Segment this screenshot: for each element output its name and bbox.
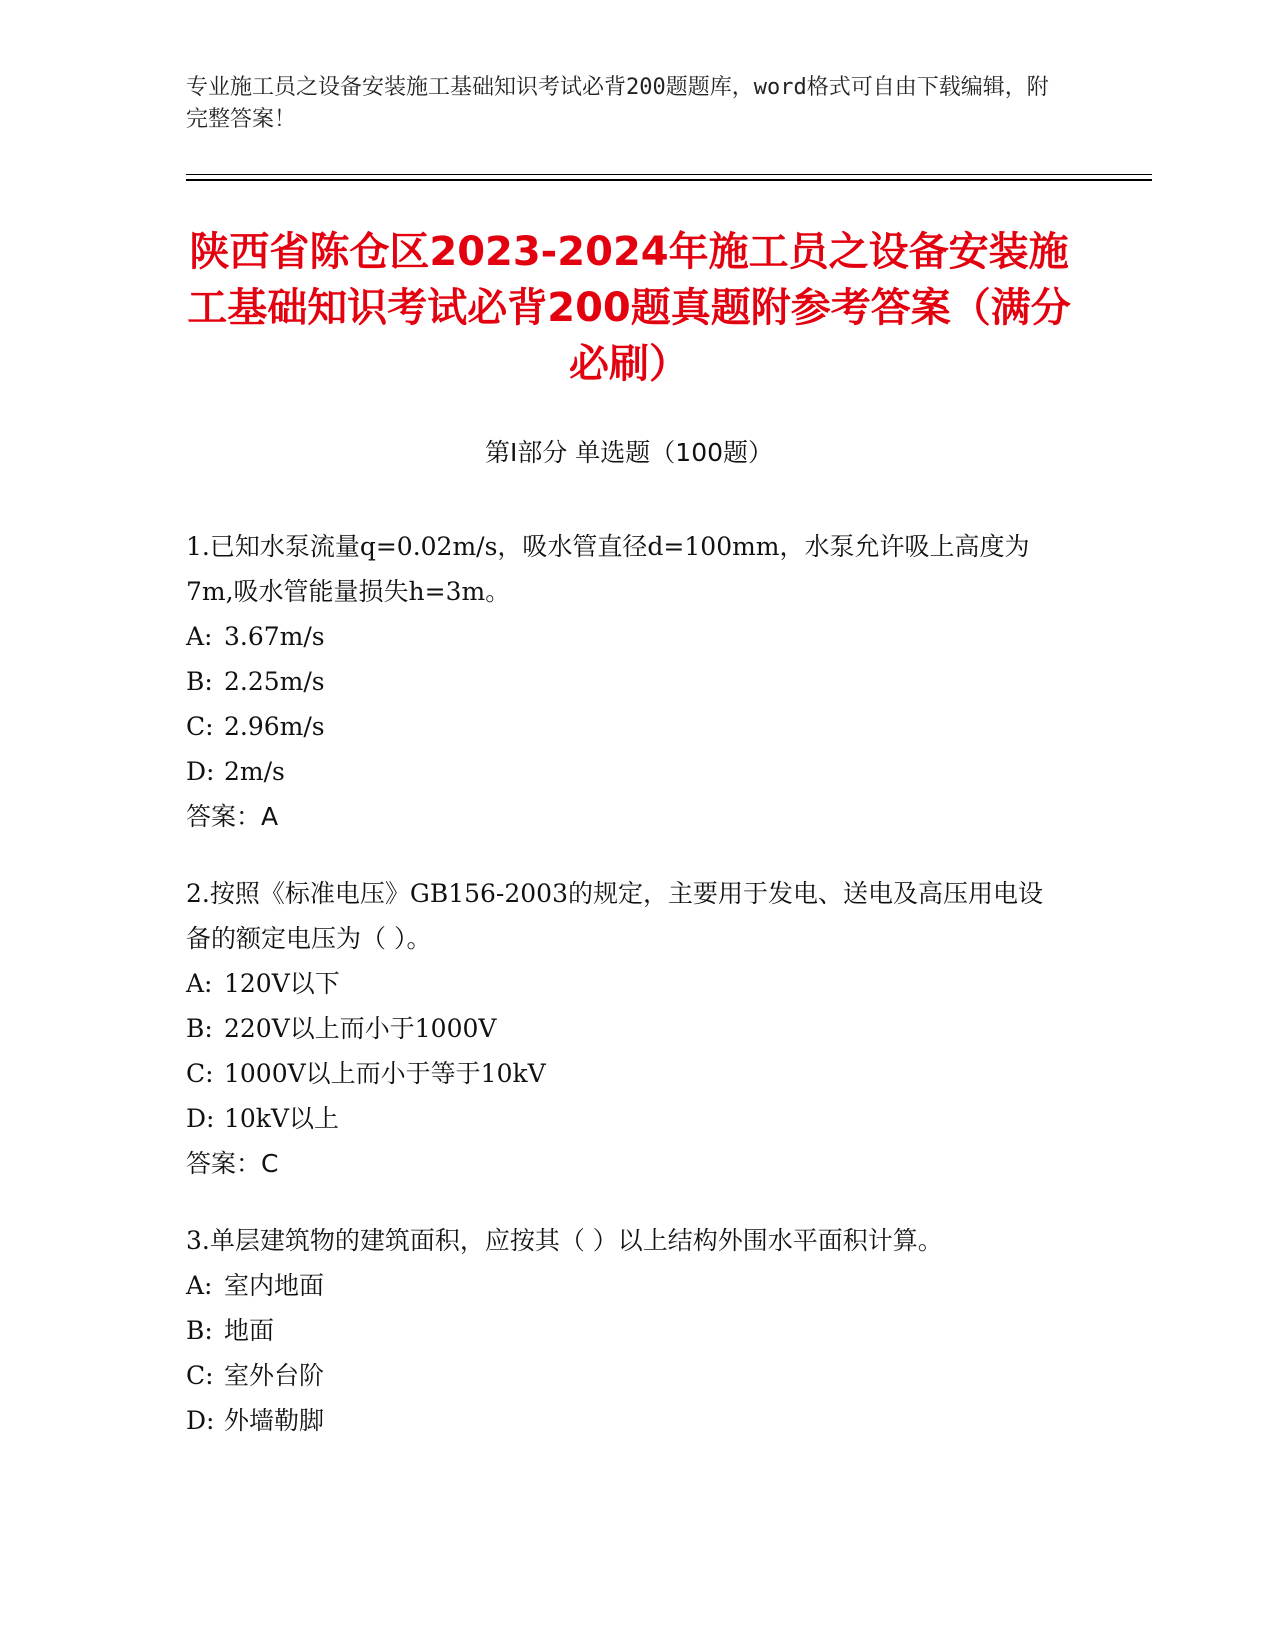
option-letter: D: (186, 1406, 215, 1435)
option-letter: C: (186, 1361, 214, 1390)
option-c (186, 1051, 1066, 1096)
answer-label: 答案：A (186, 802, 279, 831)
section-title: 第I部分 单选题（100题） (484, 438, 774, 467)
option-text: 外墙勒脚 (224, 1406, 325, 1435)
question-stem: 1.已知水泵流量q=0.02m/s，吸水管直径d=100mm，水泵允许吸上高度为7m,吸水管能量损失h=3m。 (186, 532, 1030, 606)
option-text: 室内地面 (224, 1271, 325, 1300)
option-a (186, 1263, 1066, 1308)
question-3 (186, 1218, 1066, 1443)
option-letter: B: (186, 1316, 213, 1345)
option-d (186, 1398, 1066, 1443)
header-note: 专业施工员之设备安装施工基础知识考试必背200题题库，word格式可自由下载编辑，附完整答案！ (186, 75, 1049, 132)
option-letter: A: (186, 969, 213, 998)
option-letter: B: (186, 667, 213, 696)
option-text: 地面 (224, 1316, 275, 1345)
header-rule-thin (186, 174, 1152, 175)
option-letter: D: (186, 1104, 215, 1133)
option-a (186, 614, 1066, 659)
option-d (186, 749, 1066, 794)
header-rule-thick (186, 179, 1152, 181)
option-letter: D: (186, 757, 215, 786)
option-text: 3.67m/s (224, 622, 325, 651)
option-text: 120V以下 (224, 969, 340, 998)
option-d (186, 1096, 1066, 1141)
option-text: 2.96m/s (224, 712, 325, 741)
option-letter: A: (186, 622, 213, 651)
answer-label: 答案：C (186, 1149, 279, 1178)
option-c (186, 704, 1066, 749)
option-b (186, 659, 1066, 704)
option-b (186, 1006, 1066, 1051)
option-letter: A: (186, 1271, 213, 1300)
document-title: 陕西省陈仓区2023-2024年施工员之设备安装施工基础知识考试必背200题真题附参考答案（满分必刷） (187, 229, 1071, 387)
option-text: 10kV以上 (224, 1104, 340, 1133)
question-stem: 3.单层建筑物的建筑面积，应按其（ ）以上结构外围水平面积计算。 (186, 1226, 943, 1255)
option-text: 220V以上而小于1000V (224, 1014, 497, 1043)
option-b (186, 1308, 1066, 1353)
option-text: 室外台阶 (224, 1361, 325, 1390)
option-letter: C: (186, 712, 214, 741)
question-list (186, 524, 1066, 1475)
option-letter: C: (186, 1059, 214, 1088)
option-text: 1000V以上而小于等于10kV (224, 1059, 546, 1088)
option-text: 2.25m/s (224, 667, 325, 696)
option-text: 2m/s (224, 757, 285, 786)
question-2 (186, 871, 1066, 1186)
question-1 (186, 524, 1066, 839)
option-c (186, 1353, 1066, 1398)
question-stem: 2.按照《标准电压》GB156-2003的规定，主要用于发电、送电及高压用电设备的额定电压为（ ）。 (186, 879, 1043, 953)
option-letter: B: (186, 1014, 213, 1043)
option-a (186, 961, 1066, 1006)
